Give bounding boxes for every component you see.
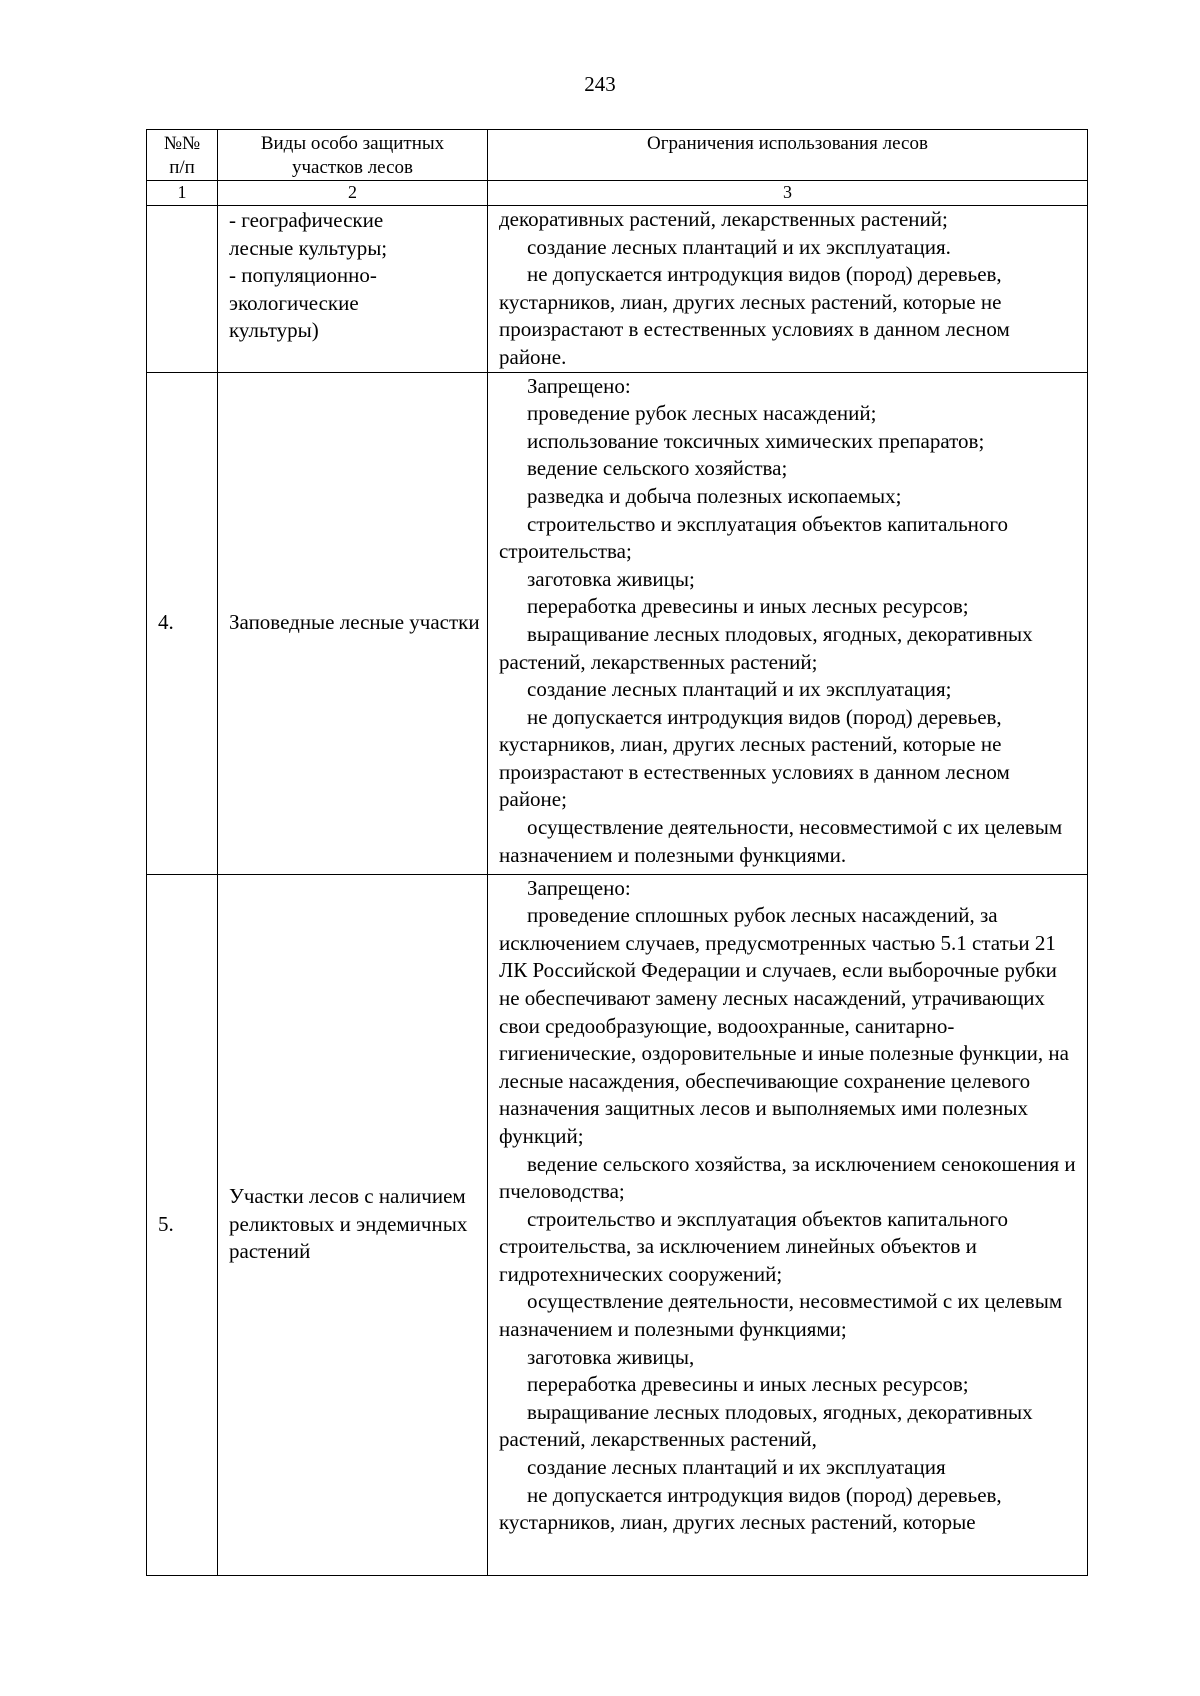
table-row xyxy=(147,874,1088,1575)
header-number: №№ п/п xyxy=(147,130,218,181)
row-kind xyxy=(218,206,488,373)
restriction-item: строительство и эксплуатация объектов капитального строительства, за исключением линейных объектов и гидротехнических сооружений; xyxy=(499,1206,1008,1286)
table-row xyxy=(147,372,1088,874)
restriction-item: не допускается интродукция видов (пород) деревьев, кустарников, лиан, других лесных растений, которые xyxy=(499,1482,1002,1535)
row-number: 5. xyxy=(147,874,218,1575)
header-restrictions: Ограничения использования лесов xyxy=(488,130,1088,181)
page-number: 243 xyxy=(584,72,616,96)
restriction-item: создание лесных плантаций и их эксплуатация xyxy=(527,1455,946,1480)
restriction-item: осуществление деятельности, несовместимой с их целевым назначением и полезными функциями. xyxy=(499,815,1063,867)
column-numbers-row xyxy=(147,181,1088,206)
kind-line: экологические xyxy=(229,290,359,315)
column-number-2: 2 xyxy=(218,181,488,206)
restriction-item: разведка и добыча полезных ископаемых; xyxy=(527,483,902,508)
restriction-item: переработка древесины и иных лесных ресурсов; xyxy=(527,594,969,619)
row-kind: Участки лесов с наличием реликтовых и эндемичных растений xyxy=(218,874,488,1575)
header-kind: Виды особо защитных участков лесов xyxy=(218,130,488,181)
kind-line: - популяционно- xyxy=(229,263,377,288)
restriction-item: осуществление деятельности, несовместимой с их целевым назначением и полезными функциями; xyxy=(499,1289,1063,1342)
table-header-row xyxy=(147,130,1088,181)
row-restrictions xyxy=(488,372,1088,874)
restriction-item: переработка древесины и иных лесных ресурсов; xyxy=(527,1372,969,1397)
restriction-item: создание лесных плантаций и их эксплуатация. xyxy=(527,234,951,259)
restriction-item: ведение сельского хозяйства; xyxy=(527,456,788,481)
restriction-item: выращивание лесных плодовых, ягодных, декоративных растений, лекарственных растений, xyxy=(499,1399,1033,1452)
restriction-item: Запрещено: xyxy=(527,875,631,900)
row-restrictions xyxy=(488,874,1088,1575)
kind-line: - географические xyxy=(229,208,384,232)
kind-line: лесные культуры; xyxy=(229,235,388,260)
row-kind: Заповедные лесные участки xyxy=(218,372,488,874)
kind-line: культуры) xyxy=(229,318,319,343)
restriction-item: создание лесных плантаций и их эксплуатация; xyxy=(527,677,952,702)
restriction-item: выращивание лесных плодовых, ягодных, декоративных растений, лекарственных растений; xyxy=(499,621,1033,674)
restriction-item: проведение сплошных рубок лесных насаждений, за исключением случаев, предусмотренных частью 5.1 статьи 21 ЛК Российской Федерации и случаев, если выборочные рубки не обеспечивают замену лесных насаждений, утрачивающих свои средообразующие, водоохранные, санитарно-гигиенические, оздоровительные и иные полезные функции, на лесные насаждения, обеспечивающие сохранение целевого назначения защитных лесов и выполняемых ими полезных функций; xyxy=(499,903,1069,1148)
row-restrictions xyxy=(488,206,1088,373)
column-number-1: 1 xyxy=(147,181,218,206)
restriction-item: заготовка живицы; xyxy=(527,566,695,591)
row-number: 4. xyxy=(147,372,218,874)
restriction-item: использование токсичных химических препаратов; xyxy=(527,428,985,453)
restriction-item: заготовка живицы, xyxy=(527,1344,695,1369)
restriction-item: не допускается интродукция видов (пород) деревьев, кустарников, лиан, других лесных растений, которые не произрастают в естественных условиях в данном лесном районе. xyxy=(499,262,1010,369)
restriction-item: Запрещено: xyxy=(527,373,631,398)
restrictions-table xyxy=(146,129,1088,1576)
table-row xyxy=(147,206,1088,373)
restriction-continuation: декоративных растений, лекарственных растений; xyxy=(499,207,948,231)
restriction-item: строительство и эксплуатация объектов капитального строительства; xyxy=(499,511,1008,564)
restriction-item: проведение рубок лесных насаждений; xyxy=(527,401,877,426)
row-number-empty xyxy=(147,206,218,373)
restriction-item: ведение сельского хозяйства, за исключением сенокошения и пчеловодства; xyxy=(499,1151,1076,1204)
column-number-3: 3 xyxy=(488,181,1088,206)
restriction-item: не допускается интродукция видов (пород) деревьев, кустарников, лиан, других лесных растений, которые не произрастают в естественных условиях в данном лесном районе; xyxy=(499,704,1010,812)
